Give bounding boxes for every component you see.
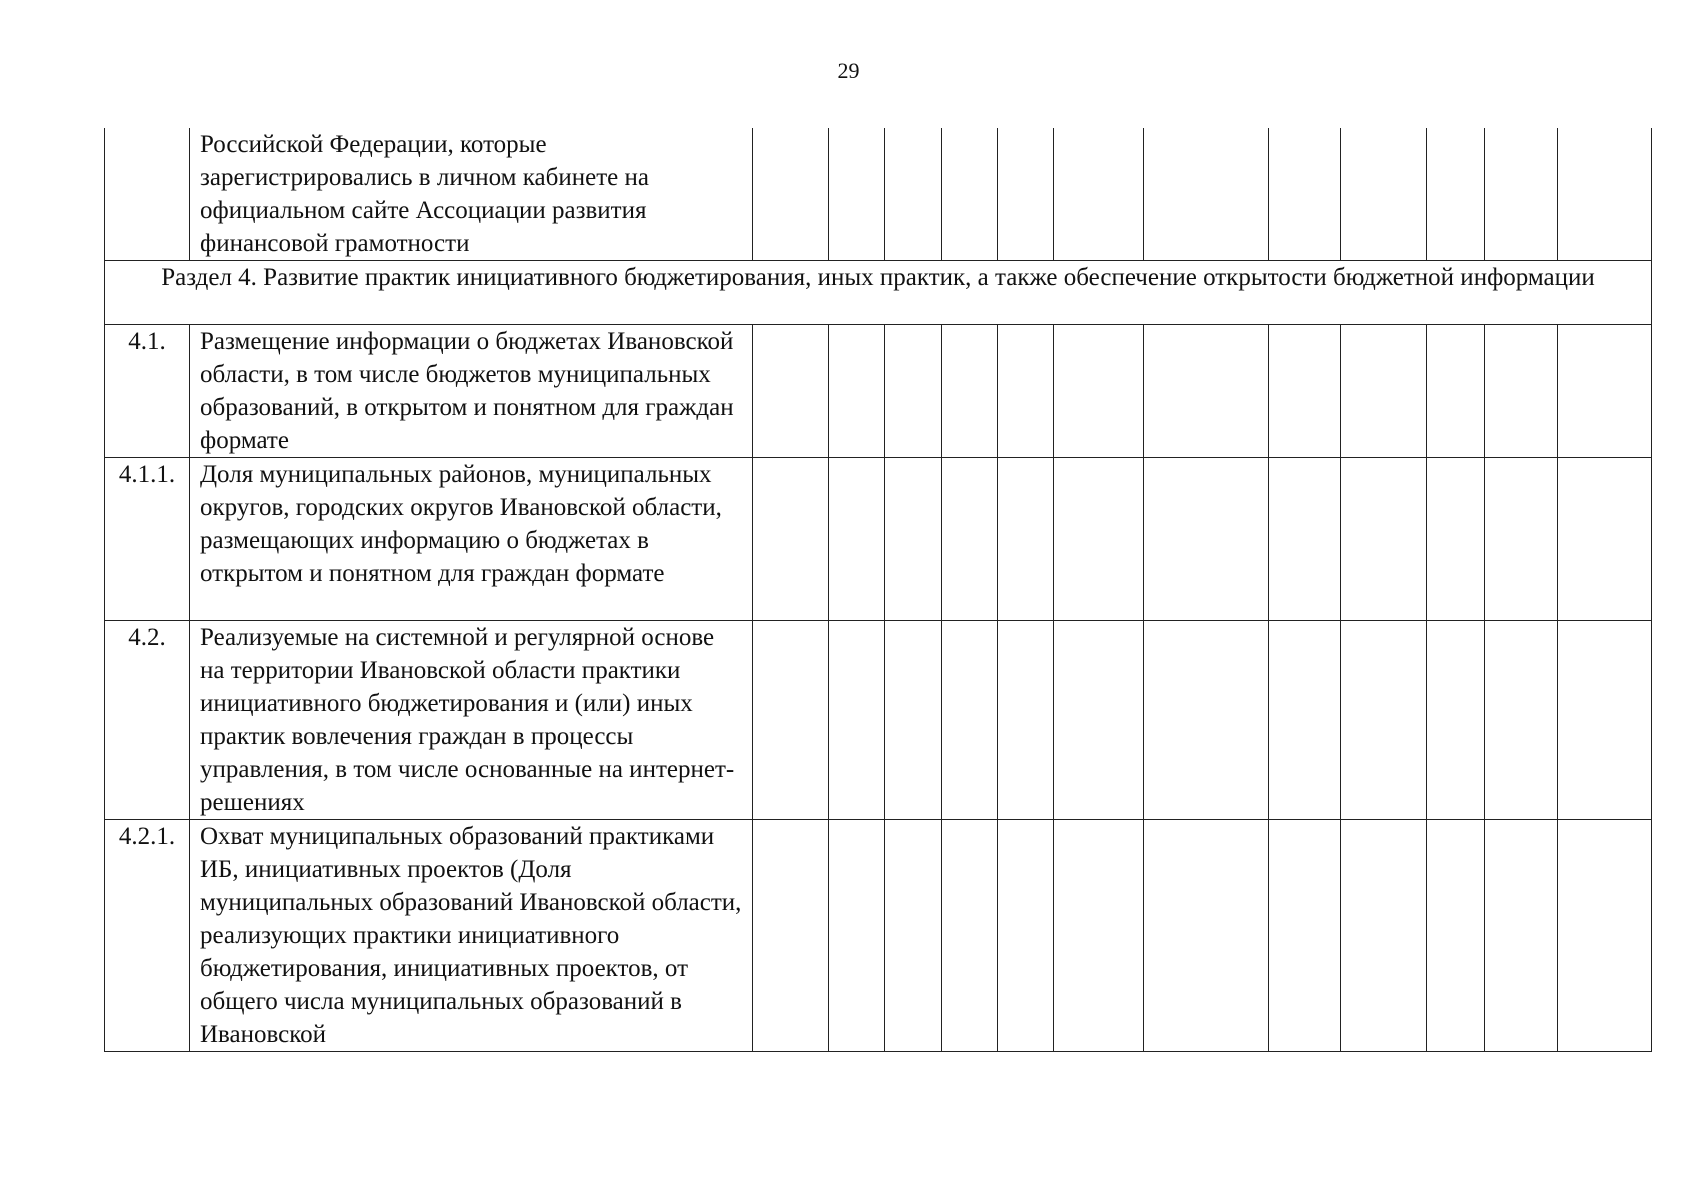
empty-cell (1485, 128, 1558, 261)
empty-cell (1558, 325, 1652, 458)
empty-cell (1269, 621, 1341, 820)
empty-cell (829, 820, 885, 1052)
empty-cell (998, 621, 1054, 820)
empty-cell (829, 325, 885, 458)
empty-cell (998, 820, 1054, 1052)
empty-cell (885, 325, 942, 458)
page-number: 29 (837, 58, 860, 83)
empty-cell (1054, 128, 1144, 261)
empty-cell (1485, 458, 1558, 621)
empty-cell (942, 128, 998, 261)
empty-cell (885, 820, 942, 1052)
empty-cell (885, 458, 942, 621)
row-description: Охват муниципальных образований практиками ИБ, инициативных проектов (Доля муниципальных образований Ивановской области, реализующих практики инициативного бюджетирования, инициативных проектов, от общего числа муниципальных образований в Ивановской (190, 820, 753, 1052)
table-row (105, 820, 1652, 1052)
empty-cell (1485, 621, 1558, 820)
empty-cell (1427, 325, 1485, 458)
empty-cell (1144, 820, 1269, 1052)
empty-cell (1054, 820, 1144, 1052)
empty-cell (942, 820, 998, 1052)
empty-cell (998, 128, 1054, 261)
empty-cell (753, 458, 829, 621)
row-number: 4.2. (105, 621, 190, 820)
row-description: Доля муниципальных районов, муниципальных округов, городских округов Ивановской области, размещающих информацию о бюджетах в открытом и понятном для граждан формате (190, 458, 753, 621)
empty-cell (998, 458, 1054, 621)
empty-cell (942, 458, 998, 621)
empty-cell (1144, 128, 1269, 261)
empty-cell (1558, 820, 1652, 1052)
empty-cell (1558, 458, 1652, 621)
table-row (105, 621, 1652, 820)
empty-cell (1485, 325, 1558, 458)
empty-cell (1269, 325, 1341, 458)
empty-cell (1341, 820, 1427, 1052)
empty-cell (753, 325, 829, 458)
row-number: 4.2.1. (105, 820, 190, 1052)
empty-cell (1341, 128, 1427, 261)
row-description: Реализуемые на системной и регулярной основе на территории Ивановской области практики инициативного бюджетирования и (или) иных практик вовлечения граждан в процессы управления, в том числе основанные на интернет-решениях (190, 621, 753, 820)
empty-cell (1269, 128, 1341, 261)
section-heading: Раздел 4. Развитие практик инициативного бюджетирования, иных практик, а также обеспечение открытости бюджетной информации (105, 261, 1652, 325)
row-description: Российской Федерации, которые зарегистрировались в личном кабинете на официальном сайте Ассоциации развития финансовой грамотности (190, 128, 753, 261)
empty-cell (829, 621, 885, 820)
empty-cell (1341, 325, 1427, 458)
row-description: Размещение информации о бюджетах Ивановской области, в том числе бюджетов муниципальных образований, в открытом и понятном для граждан формате (190, 325, 753, 458)
empty-cell (753, 820, 829, 1052)
empty-cell (829, 128, 885, 261)
empty-cell (1341, 621, 1427, 820)
empty-cell (1269, 458, 1341, 621)
table-row (105, 325, 1652, 458)
row-number: 4.1. (105, 325, 190, 458)
empty-cell (1054, 458, 1144, 621)
empty-cell (1427, 458, 1485, 621)
indicator-table (104, 128, 1652, 1052)
empty-cell (998, 325, 1054, 458)
empty-cell (753, 621, 829, 820)
empty-cell (1054, 325, 1144, 458)
empty-cell (942, 621, 998, 820)
empty-cell (1427, 621, 1485, 820)
empty-cell (1427, 820, 1485, 1052)
empty-cell (1269, 820, 1341, 1052)
empty-cell (885, 128, 942, 261)
empty-cell (1485, 820, 1558, 1052)
empty-cell (1144, 458, 1269, 621)
row-number: 4.1.1. (105, 458, 190, 621)
empty-cell (753, 128, 829, 261)
empty-cell (885, 621, 942, 820)
empty-cell (1054, 621, 1144, 820)
row-number (105, 128, 190, 261)
empty-cell (1341, 458, 1427, 621)
empty-cell (1144, 621, 1269, 820)
empty-cell (829, 458, 885, 621)
empty-cell (1144, 325, 1269, 458)
empty-cell (1427, 128, 1485, 261)
table-body (105, 128, 1652, 1052)
empty-cell (942, 325, 998, 458)
table-row (105, 128, 1652, 261)
table-row (105, 458, 1652, 621)
empty-cell (1558, 621, 1652, 820)
section-row (105, 261, 1652, 325)
empty-cell (1558, 128, 1652, 261)
